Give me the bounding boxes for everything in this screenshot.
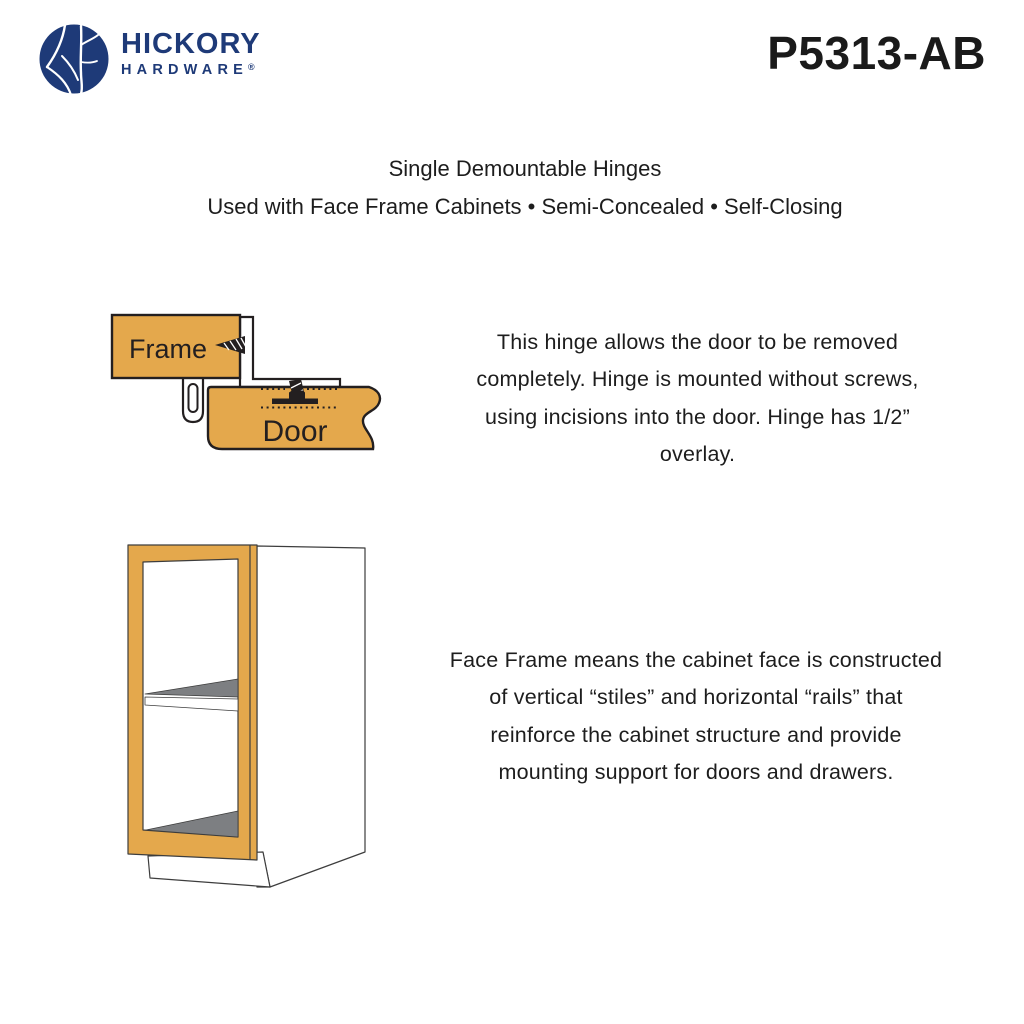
product-subtitle [13,150,1024,226]
text-line: mounting support for doors and drawers. [498,759,894,784]
hickory-tree-icon [36,22,112,96]
brand-wordmark [121,30,261,78]
text-line: This hinge allows the door to be removed [496,330,899,354]
text-line: using incisions into the door. Hinge has 1/2” [485,404,910,429]
registered-trademark-symbol: ® [248,62,255,72]
brand-logo [36,22,112,101]
product-part-number: P5313-AB [767,27,986,79]
cabinet-side-panel [257,546,365,887]
hinge-cross-section-diagram [105,300,395,467]
face-frame-description [420,642,972,791]
text-line: overlay. [659,441,736,466]
text-line: completely. Hinge is mounted without screws, [476,367,919,392]
hinge-loop-slot [189,384,198,412]
text-line: reinforce the cabinet structure and provide [490,722,902,747]
subtitle-line-1: Single Demountable Hinges [388,156,662,181]
face-frame-cabinet-diagram [118,538,374,903]
text-line: of vertical “stiles” and horizontal “rails” that [489,685,903,710]
brand-name-secondary: HARDWARE® [121,62,255,78]
brand-name-primary: HICKORY [121,28,261,60]
hinge-wing-shape [240,317,340,387]
subtitle-line-2: Used with Face Frame Cabinets • Semi-Concealed • Self-Closing [207,194,843,219]
door-label: Door [262,415,328,448]
hinge-description [435,324,960,473]
frame-label: Frame [129,334,208,364]
text-line: Face Frame means the cabinet face is constructed [449,648,943,672]
